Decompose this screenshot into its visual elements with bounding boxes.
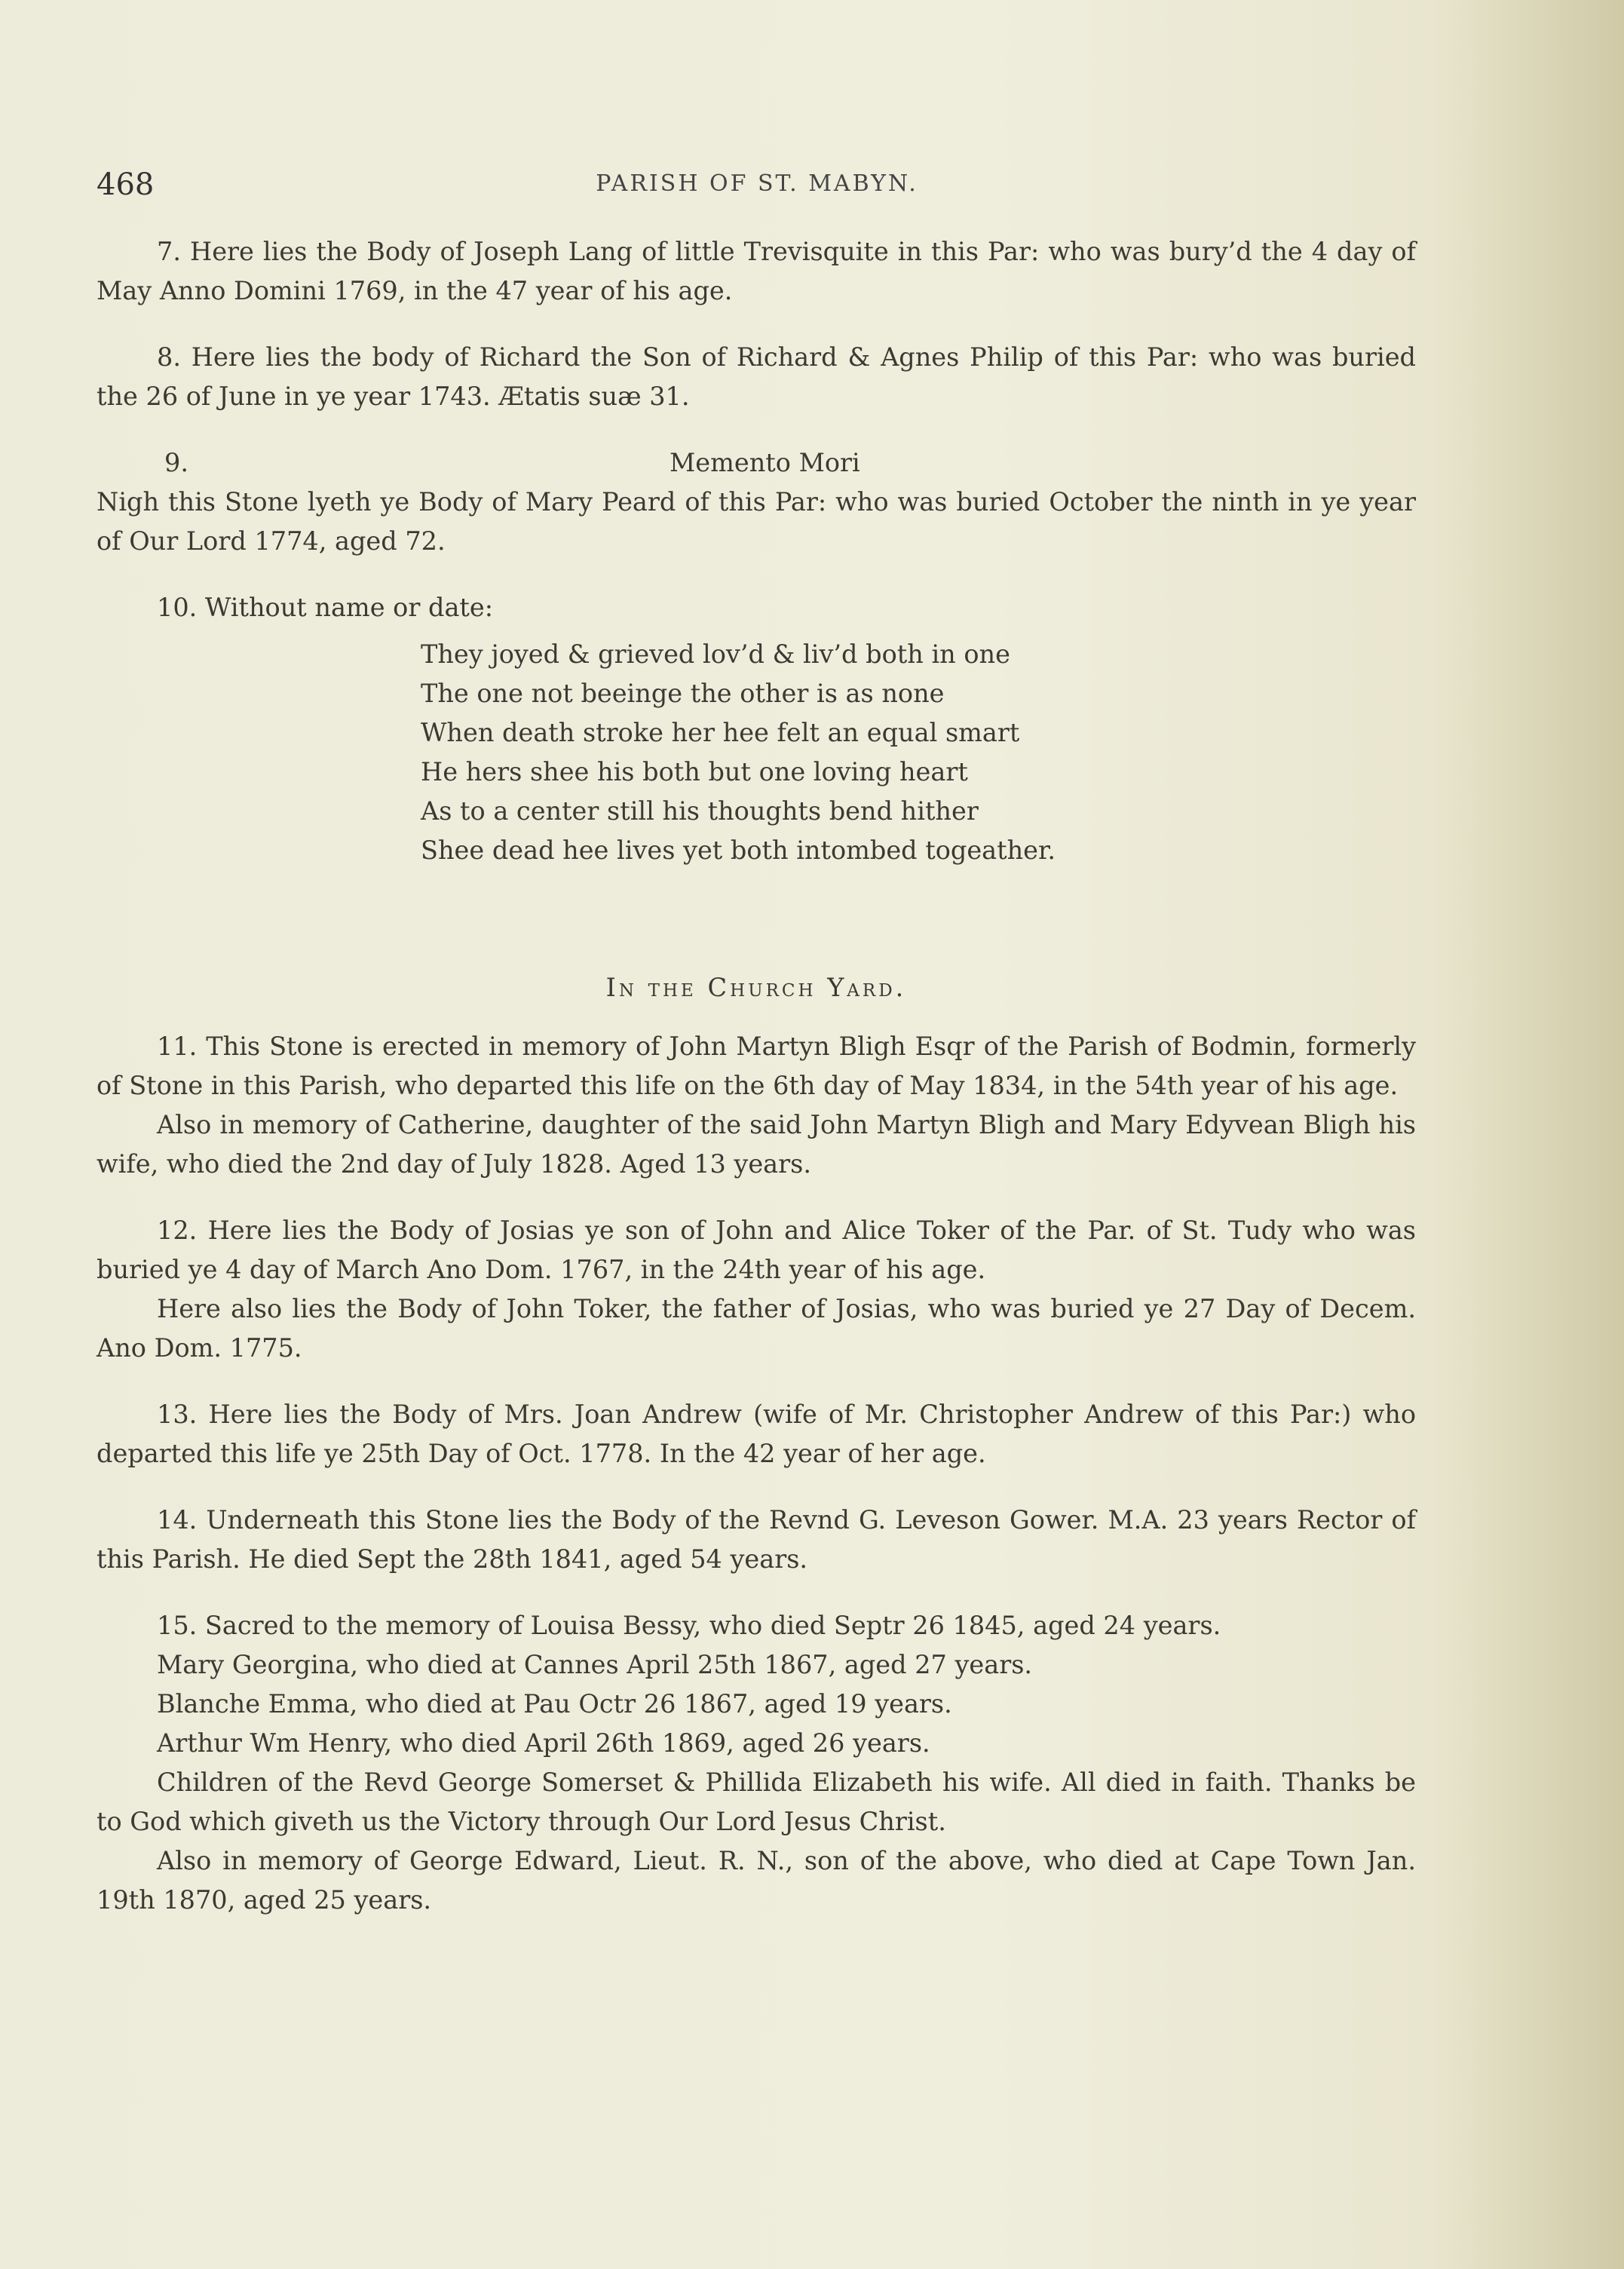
verse-line: They joyed & grieved lov’d & liv’d both in one	[421, 639, 1010, 669]
memento-mori-heading: Memento Mori	[670, 448, 860, 477]
inscription-15-line: Blanche Emma, who died at Pau Octr 26 1867, aged 19 years.	[157, 1689, 952, 1719]
verse-line: He hers shee his both but one loving heart	[421, 757, 968, 786]
inscription-15-line: Arthur Wm Henry, who died April 26th 1869, aged 26 years.	[157, 1728, 930, 1758]
inscription-15-also: Also in memory of George Edward, Lieut. R. N., son of the above, who died at Cape Town Jan. 19th 1870, aged 25 years.	[97, 1846, 1416, 1915]
page-body	[97, 232, 1416, 1920]
inscription-9-heading	[97, 443, 1416, 483]
verse-line: The one not beeinge the other is as none	[421, 679, 945, 708]
section-heading: In the Church Yard.	[605, 973, 907, 1002]
inscription-8: 8. Here lies the body of Richard the Son of Richard & Agnes Philip of this Par: who was buried the 26 of June in ye year 1743. Ætatis suæ 31.	[97, 342, 1416, 411]
inscription-14: 14. Underneath this Stone lies the Body of the Revnd G. Leveson Gower. M.A. 23 years Rector of this Parish. He died Sept the 28th 1841, aged 54 years.	[97, 1505, 1416, 1574]
inscription-9-number: 9.	[164, 448, 188, 477]
inscription-13: 13. Here lies the Body of Mrs. Joan Andrew (wife of Mr. Christopher Andrew of this Par:) who departed this life ye 25th Day of Oct. 1778. In the 42 year of her age.	[97, 1400, 1416, 1468]
epitaph-verse	[421, 635, 1416, 870]
inscription-7: 7. Here lies the Body of Joseph Lang of little Trevisquite in this Par: who was bury’d the 4 day of May Anno Domini 1769, in the 47 year of his age.	[97, 237, 1416, 305]
inscription-10-intro: 10. Without name or date:	[157, 593, 493, 622]
page-header	[97, 167, 1417, 213]
verse-line: When death stroke her hee felt an equal smart	[421, 718, 1020, 747]
verse-line: As to a center still his thoughts bend hither	[421, 796, 979, 826]
inscription-12: 12. Here lies the Body of Josias ye son of John and Alice Toker of the Par. of St. Tudy who was buried ye 4 day of March Ano Dom. 1767, in the 24th year of his age.	[97, 1216, 1416, 1284]
inscription-9: Nigh this Stone lyeth ye Body of Mary Peard of this Par: who was buried October the ninth in ye year of Our Lord 1774, aged 72.	[97, 487, 1416, 556]
inscription-15-children: Children of the Revd George Somerset & Phillida Elizabeth his wife. All died in faith. Thanks be to God which giveth us the Victory through Our Lord Jesus Christ.	[97, 1768, 1416, 1836]
inscription-12-continued: Here also lies the Body of John Toker, the father of Josias, who was buried ye 27 Day of Decem. Ano Dom. 1775.	[97, 1294, 1416, 1363]
verse-line: Shee dead hee lives yet both intombed togeather.	[421, 836, 1056, 865]
page-number: 468	[97, 167, 155, 202]
inscription-15-line: Mary Georgina, who died at Cannes April 25th 1867, aged 27 years.	[157, 1650, 1033, 1679]
running-head: PARISH OF ST. MABYN.	[596, 170, 918, 197]
inscription-15: 15. Sacred to the memory of Louisa Bessy, who died Septr 26 1845, aged 24 years.	[157, 1611, 1221, 1640]
inscription-11: 11. This Stone is erected in memory of John Martyn Bligh Esqr of the Parish of Bodmin, formerly of Stone in this Parish, who departed this life on the 6th day of May 1834, in the 54th year of his age.	[97, 1032, 1416, 1100]
inscription-11-continued: Also in memory of Catherine, daughter of the said John Martyn Bligh and Mary Edyvean Bligh his wife, who died the 2nd day of July 1828. Aged 13 years.	[97, 1110, 1416, 1179]
